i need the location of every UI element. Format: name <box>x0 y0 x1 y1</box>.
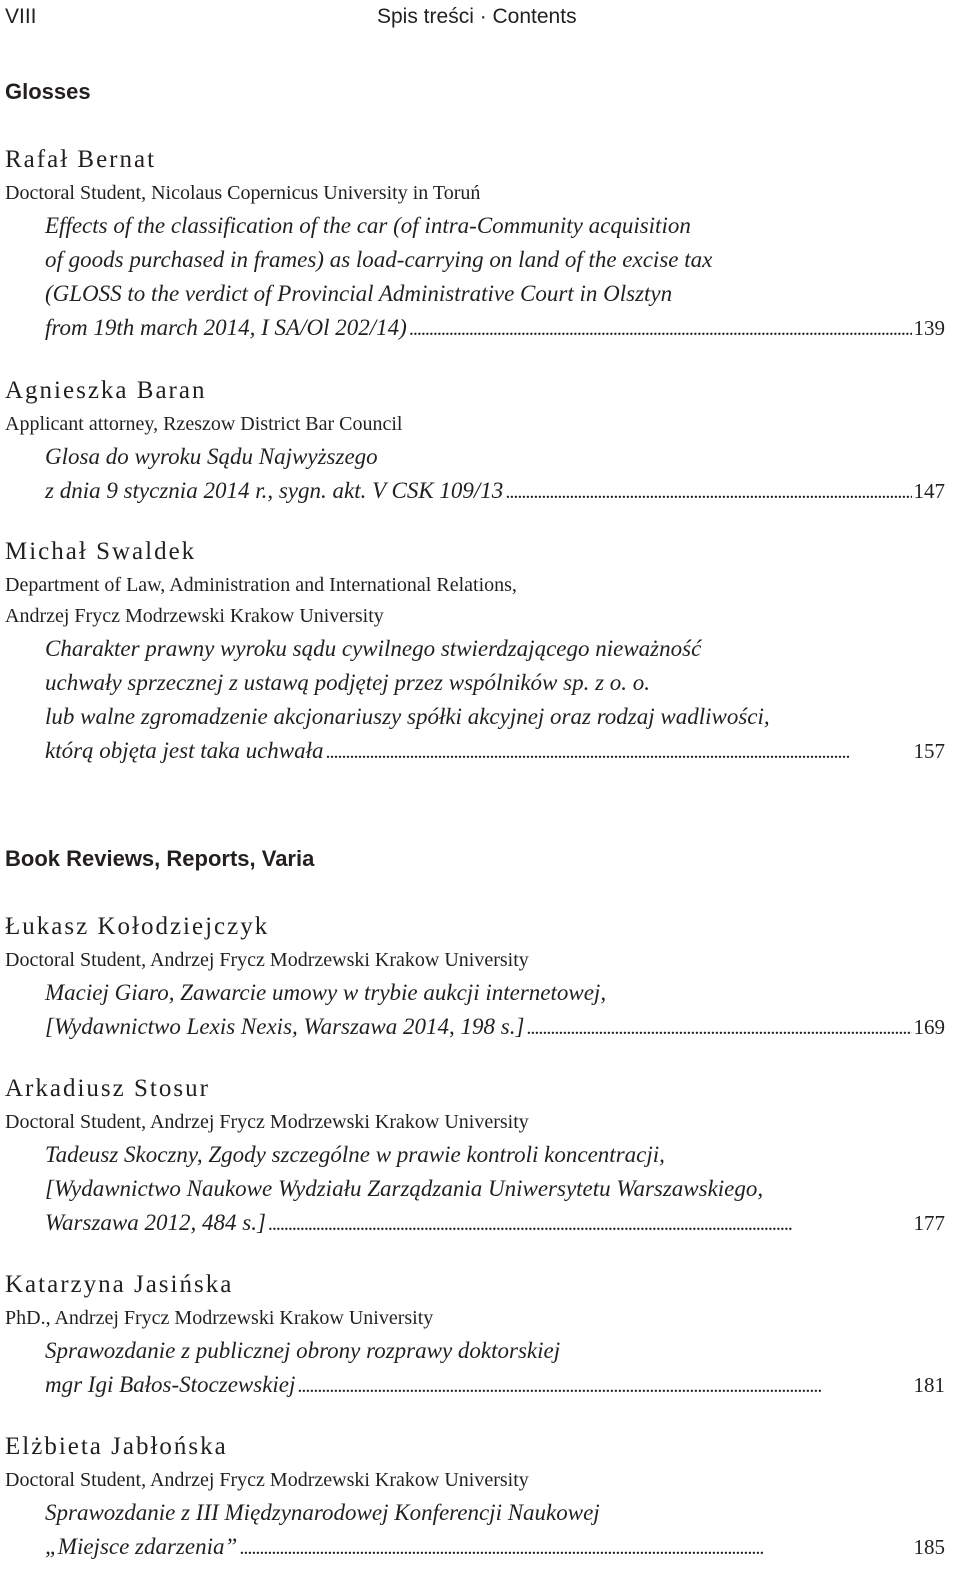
entry-title-last-line[interactable] <box>45 1206 945 1240</box>
toc-entry <box>5 1429 945 1564</box>
entry-title-last-line[interactable] <box>45 311 945 345</box>
entry-title-line: Charakter prawny wyroku sądu cywilnego stwierdzającego nieważność <box>45 636 702 661</box>
page-number: 157 <box>913 739 945 763</box>
entry-affiliation: Doctoral Student, Andrzej Frycz Modrzewski Krakow University <box>5 1469 529 1491</box>
entry-title-line: [Wydawnictwo Naukowe Wydziału Zarządzania Uniwersytetu Warszawskiego, <box>45 1176 764 1201</box>
section-heading-glosses: Glosses <box>5 79 91 104</box>
page-number: 147 <box>913 479 945 503</box>
entry-author: Rafał Bernat <box>5 146 157 173</box>
entry-title <box>45 1334 945 1402</box>
page-folio: VIII <box>5 5 37 28</box>
dot-leader <box>524 1011 911 1045</box>
page-number: 169 <box>913 1015 945 1039</box>
entry-title <box>45 976 945 1044</box>
section-heading-reviews: Book Reviews, Reports, Varia <box>5 846 315 871</box>
toc-entry <box>5 142 945 345</box>
entry-affiliation: Applicant attorney, Rzeszow District Bar Council <box>5 413 403 435</box>
entry-title-line: Effects of the classification of the car (of intra-Community acquisition <box>45 213 691 238</box>
dot-leader <box>237 1531 911 1565</box>
entry-title-last-line[interactable] <box>45 1530 945 1564</box>
entry-author: Agnieszka Baran <box>5 377 207 404</box>
running-head <box>5 2 953 32</box>
page-number: 177 <box>913 1211 945 1235</box>
dot-leader <box>295 1369 911 1403</box>
entry-title-line: Sprawozdanie z publicznej obrony rozprawy doktorskiej <box>45 1338 561 1363</box>
entry-affiliation: Andrzej Frycz Modrzewski Krakow University <box>5 605 384 627</box>
entry-title <box>45 209 945 345</box>
entry-title-line: Tadeusz Skoczny, Zgody szczególne w prawie kontroli koncentracji, <box>45 1142 665 1167</box>
entry-title-line: lub walne zgromadzenie akcjonariuszy spółki akcyjnej oraz rodzaj wadliwości, <box>45 704 770 729</box>
entry-title-line: [Wydawnictwo Lexis Nexis, Warszawa 2014, 198 s.] <box>45 1014 525 1039</box>
entry-title-line: Maciej Giaro, Zawarcie umowy w trybie aukcji internetowej, <box>45 980 607 1005</box>
entry-title <box>45 632 945 768</box>
entry-title-line: uchwały sprzecznej z ustawą podjętej przez wspólników sp. z o. o. <box>45 670 651 695</box>
entry-title <box>45 440 945 508</box>
entry-affiliation: Doctoral Student, Nicolaus Copernicus University in Toruń <box>5 182 481 204</box>
entry-title-line: mgr Igi Bałos-Stoczewskiej <box>45 1372 296 1397</box>
entry-title <box>45 1138 945 1240</box>
page-number: 139 <box>913 316 945 340</box>
running-head-title: Spis treści · Contents <box>377 5 577 28</box>
entry-author: Arkadiusz Stosur <box>5 1075 210 1102</box>
page-number: 185 <box>913 1535 945 1559</box>
toc-entry <box>5 909 945 1044</box>
entry-title-last-line[interactable] <box>45 474 945 508</box>
entry-title <box>45 1496 945 1564</box>
entry-title-line: Glosa do wyroku Sądu Najwyższego <box>45 444 378 469</box>
entry-affiliation: Department of Law, Administration and International Relations, <box>5 574 517 596</box>
dot-leader <box>324 735 912 769</box>
entry-title-line: Sprawozdanie z III Międzynarodowej Konferencji Naukowej <box>45 1500 600 1525</box>
entry-title-last-line[interactable] <box>45 734 945 768</box>
entry-author: Katarzyna Jasińska <box>5 1271 234 1298</box>
entry-title-last-line[interactable] <box>45 1368 945 1402</box>
entry-title-line: (GLOSS to the verdict of Provincial Administrative Court in Olsztyn <box>45 281 673 306</box>
entry-affiliation: Doctoral Student, Andrzej Frycz Modrzewski Krakow University <box>5 949 529 971</box>
toc-entry <box>5 1071 945 1240</box>
entry-author: Łukasz Kołodziejczyk <box>5 913 270 940</box>
dot-leader <box>503 475 911 509</box>
entry-title-line: „Miejsce zdarzenia” <box>45 1534 238 1559</box>
entry-affiliation: PhD., Andrzej Frycz Modrzewski Krakow University <box>5 1307 434 1329</box>
page-number: 181 <box>913 1373 945 1397</box>
entry-title-line: z dnia 9 stycznia 2014 r., sygn. akt. V CSK 109/13 <box>45 478 504 503</box>
entry-affiliation: Doctoral Student, Andrzej Frycz Modrzewski Krakow University <box>5 1111 529 1133</box>
entry-author: Elżbieta Jabłońska <box>5 1433 228 1460</box>
entry-title-last-line[interactable] <box>45 1010 945 1044</box>
entry-title-line: Warszawa 2012, 484 s.] <box>45 1210 266 1235</box>
dot-leader <box>407 312 912 346</box>
entry-author: Michał Swaldek <box>5 538 197 565</box>
entry-title-line: from 19th march 2014, I SA/Ol 202/14) <box>45 315 407 340</box>
entry-title-line: of goods purchased in frames) as load-carrying on land of the excise tax <box>45 247 713 272</box>
entry-title-line: którą objęta jest taka uchwała <box>45 738 324 763</box>
toc-entry <box>5 1267 945 1402</box>
dot-leader <box>266 1207 912 1241</box>
toc-entry <box>5 373 945 508</box>
toc-entry <box>5 534 945 768</box>
